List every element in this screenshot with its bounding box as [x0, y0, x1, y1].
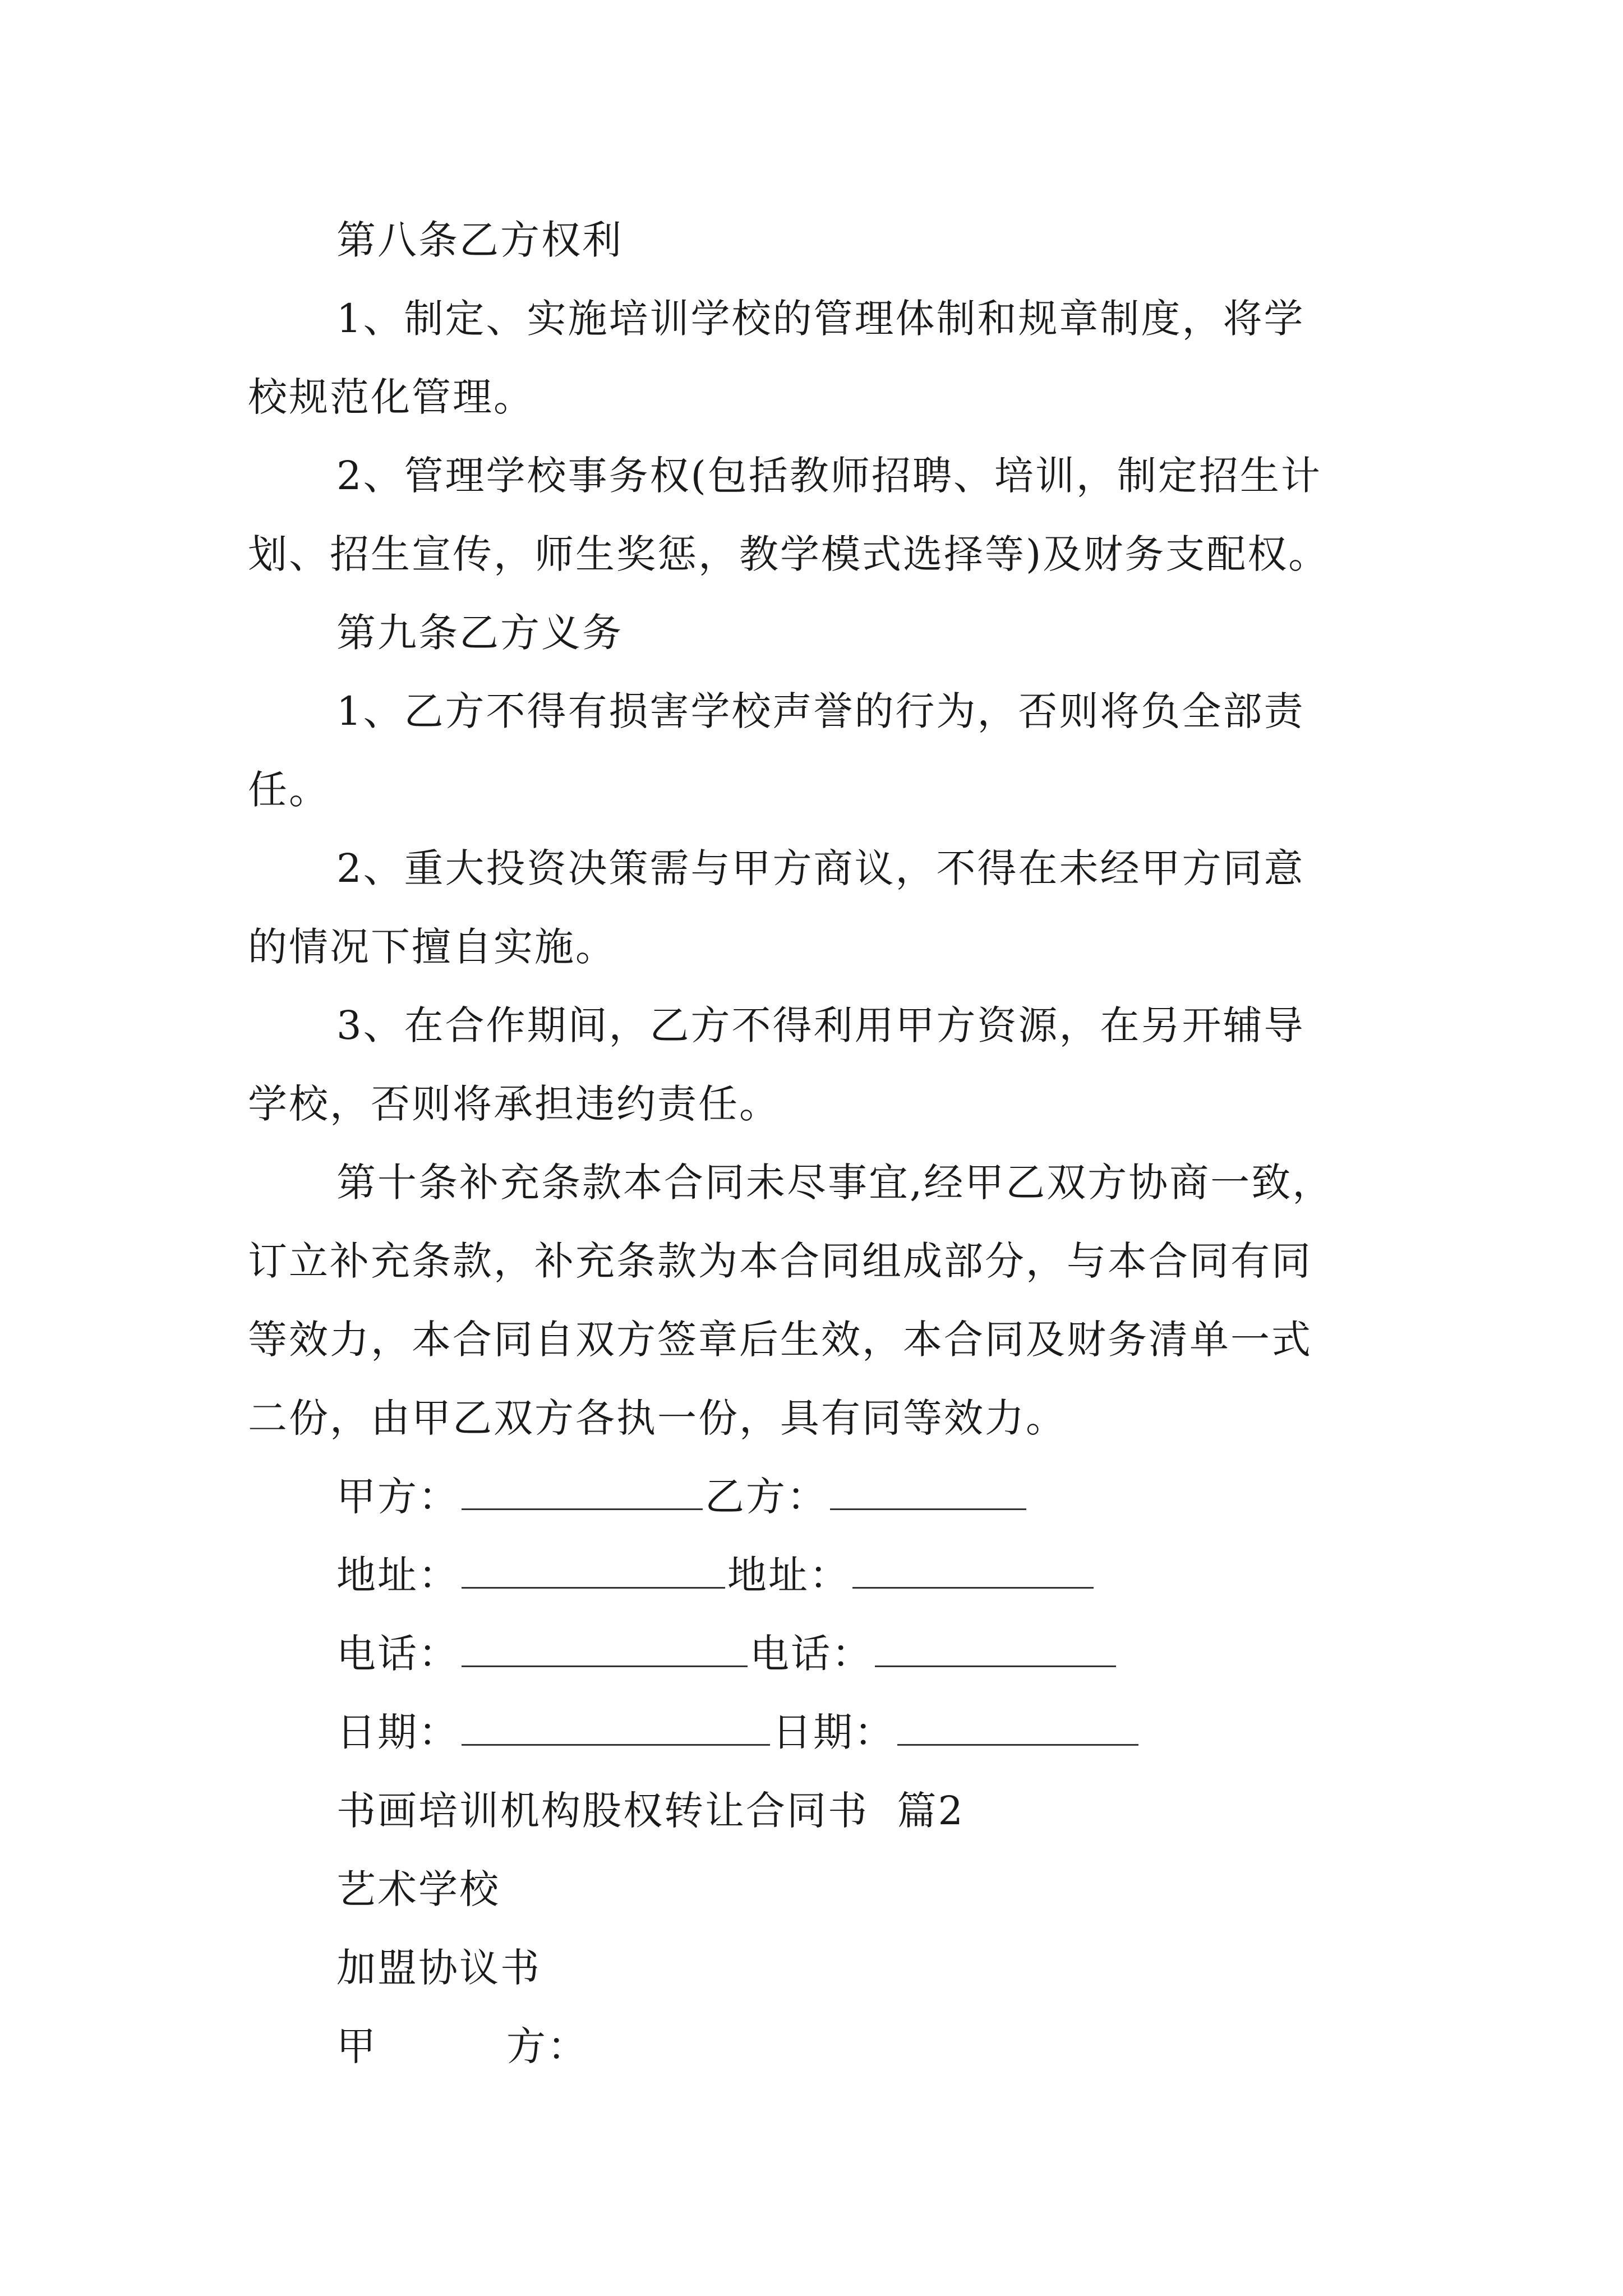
party-b-label: 乙方： — [705, 1474, 828, 1520]
party-a-char2: 方： — [506, 2023, 588, 2069]
article8-item2-line2: 划、招生宣传，师生奖惩，教学模式选择等)及财务支配权。 — [248, 531, 1330, 577]
article9-item3-line1: 3、在合作期间，乙方不得利用甲方资源，在另开辅导 — [336, 1002, 1305, 1048]
section2-title: 书画培训机构股权转让合同书 篇2 — [336, 1788, 965, 1834]
article10-line4: 二份，由甲乙双方各执一份，具有同等效力。 — [248, 1395, 1067, 1441]
article10-line3: 等效力，本合同自双方签章后生效，本合同及财务清单一式 — [248, 1317, 1312, 1363]
signature-row-date — [336, 1710, 1141, 1755]
article9-item2-line1: 2、重大投资决策需与甲方商议，不得在未经甲方同意 — [336, 845, 1305, 891]
article9-item1-line1: 1、乙方不得有损害学校声誉的行为，否则将负全部责 — [336, 688, 1305, 734]
phone-b-label: 电话： — [750, 1631, 873, 1677]
article8-item2-line1: 2、管理学校事务权(包括教师招聘、培训，制定招生计 — [336, 453, 1322, 499]
date-b-blank — [897, 1711, 1138, 1746]
phone-a-blank — [462, 1633, 748, 1667]
signature-row-party — [336, 1474, 1029, 1519]
address-b-label: 地址： — [727, 1552, 850, 1598]
date-a-blank — [462, 1711, 770, 1746]
article10-line1: 第十条补充条款本合同未尽事宜,经甲乙双方协商一致， — [336, 1159, 1334, 1205]
date-b-label: 日期： — [772, 1709, 895, 1755]
address-b-blank — [852, 1554, 1094, 1589]
article9-item1-line2: 任。 — [248, 767, 330, 813]
party-b-blank — [830, 1476, 1026, 1510]
signature-row-phone — [336, 1631, 1118, 1676]
address-a-blank — [462, 1554, 725, 1589]
party-a-label: 甲方： — [336, 1474, 459, 1520]
section2-line1: 艺术学校 — [336, 1866, 500, 1912]
date-a-label: 日期： — [336, 1709, 459, 1755]
phone-a-label: 电话： — [336, 1631, 459, 1677]
section2-line2: 加盟协议书 — [336, 1945, 541, 1991]
party-a-char1: 甲 — [336, 2023, 377, 2069]
party-a-blank — [462, 1476, 703, 1510]
article9-item3-line2: 学校，否则将承担违约责任。 — [248, 1081, 780, 1127]
address-a-label: 地址： — [336, 1552, 459, 1598]
article9-heading: 第九条乙方义务 — [336, 610, 623, 656]
phone-b-blank — [875, 1633, 1116, 1667]
article8-item1-line1: 1、制定、实施培训学校的管理体制和规章制度，将学 — [336, 296, 1305, 342]
article8-heading: 第八条乙方权利 — [336, 217, 623, 263]
section2-party-a — [336, 2024, 588, 2069]
article9-item2-line2: 的情况下擅自实施。 — [248, 924, 616, 970]
article10-line2: 订立补充条款，补充条款为本合同组成部分，与本合同有同 — [248, 1238, 1312, 1284]
article8-item1-line2: 校规范化管理。 — [248, 374, 534, 420]
signature-row-address — [336, 1553, 1096, 1598]
